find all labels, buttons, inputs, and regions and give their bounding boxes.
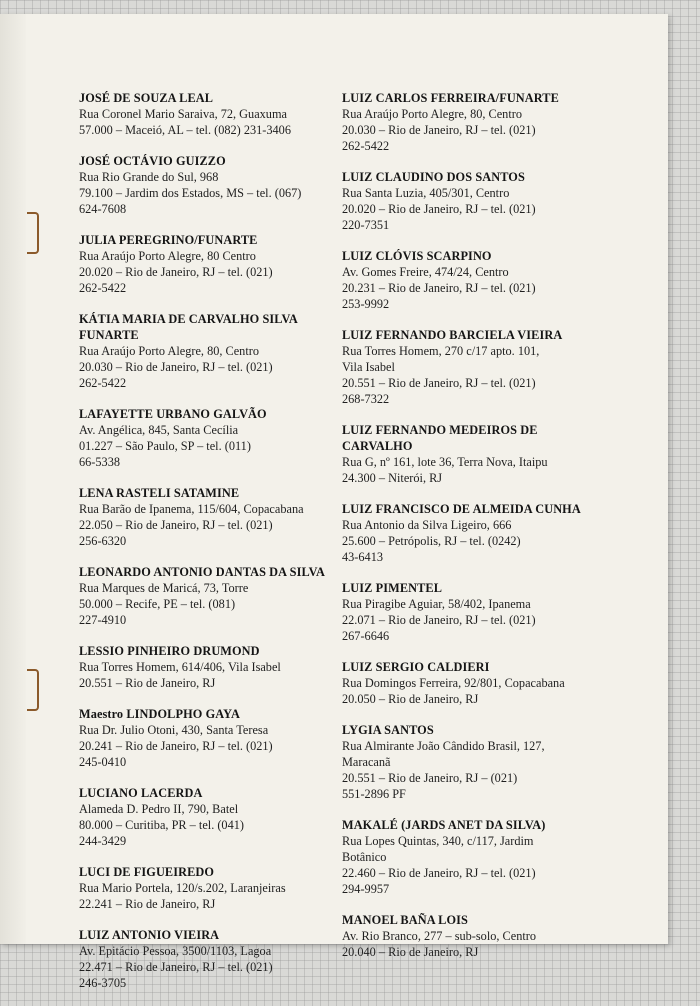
entry-address-line: 50.000 – Recife, PE – tel. (081) <box>79 597 236 611</box>
entry-address-line: 22.460 – Rio de Janeiro, RJ – tel. (021) <box>342 866 536 880</box>
entry-address-line: 20.551 – Rio de Janeiro, RJ – tel. (021) <box>342 376 536 390</box>
directory-entry <box>342 659 587 707</box>
entry-name: LUCIANO LACERDA <box>79 786 203 800</box>
entry-address-line: 57.000 – Maceió, AL – tel. (082) 231-3406 <box>79 123 291 137</box>
entry-address-line: 253-9992 <box>342 297 390 311</box>
entry-address-line: Rua Santa Luzia, 405/301, Centro <box>342 186 510 200</box>
directory-entry <box>79 406 329 470</box>
entry-address-line: Av. Angélica, 845, Santa Cecília <box>79 423 239 437</box>
directory-entry <box>79 485 329 549</box>
entry-address-line: Rua Piragibe Aguiar, 58/402, Ipanema <box>342 597 531 611</box>
entry-address-line: 624-7608 <box>79 202 127 216</box>
entry-address-line: Rua Mario Portela, 120/s.202, Laranjeiras <box>79 881 286 895</box>
entry-address-line: 20.551 – Rio de Janeiro, RJ <box>79 676 216 690</box>
directory-entry <box>79 864 329 912</box>
directory-entry <box>342 422 587 486</box>
entry-address-line: 268-7322 <box>342 392 390 406</box>
entry-address-line: 80.000 – Curitiba, PR – tel. (041) <box>79 818 244 832</box>
entry-address-line: Rua Dr. Julio Otoni, 430, Santa Teresa <box>79 723 269 737</box>
entry-address-line: 262-5422 <box>342 139 390 153</box>
entry-name: LUIZ CARLOS FERREIRA/FUNARTE <box>342 91 559 105</box>
entry-address-line: 20.551 – Rio de Janeiro, RJ – (021) <box>342 771 518 785</box>
entry-name: LUIZ FERNANDO BARCIELA VIEIRA <box>342 328 563 342</box>
entry-address-line: Maracanã <box>342 755 391 769</box>
entry-address-line: 20.030 – Rio de Janeiro, RJ – tel. (021) <box>79 360 273 374</box>
directory-entry <box>79 90 329 138</box>
entry-address-line: 79.100 – Jardim dos Estados, MS – tel. (067) <box>79 186 302 200</box>
entry-address-line: Rua Torres Homem, 614/406, Vila Isabel <box>79 660 281 674</box>
entry-address-line: 22.071 – Rio de Janeiro, RJ – tel. (021) <box>342 613 536 627</box>
entry-address-line: 20.020 – Rio de Janeiro, RJ – tel. (021) <box>79 265 273 279</box>
entry-name: LUIZ ANTONIO VIEIRA <box>79 928 220 942</box>
directory-entry <box>79 927 329 991</box>
entry-name: LAFAYETTE URBANO GALVÃO <box>79 407 267 421</box>
entry-address-line: Av. Rio Branco, 277 – sub-solo, Centro <box>342 929 536 943</box>
entry-address-line: Rua Torres Homem, 270 c/17 apto. 101, <box>342 344 540 358</box>
entry-name: LUCI DE FIGUEIREDO <box>79 865 215 879</box>
entry-address-line: 22.050 – Rio de Janeiro, RJ – tel. (021) <box>79 518 273 532</box>
directory-entry <box>79 706 329 770</box>
left-column <box>79 90 329 1006</box>
entry-name: LUIZ SERGIO CALDIERI <box>342 660 490 674</box>
entry-address-line: Rua Lopes Quintas, 340, c/117, Jardim <box>342 834 534 848</box>
directory-entry <box>342 248 587 312</box>
directory-entry <box>79 153 329 217</box>
entry-name: LENA RASTELI SATAMINE <box>79 486 240 500</box>
entry-address-line: 01.227 – São Paulo, SP – tel. (011) <box>79 439 251 453</box>
entry-name: LUIZ FERNANDO MEDEIROS DE CARVALHO <box>342 423 538 453</box>
directory-entry <box>79 785 329 849</box>
entry-name: LESSIO PINHEIRO DRUMOND <box>79 644 260 658</box>
entry-address-line: 20.050 – Rio de Janeiro, RJ <box>342 692 479 706</box>
entry-address-line: Rua Coronel Mario Saraiva, 72, Guaxuma <box>79 107 287 121</box>
entry-address-line: 256-6320 <box>79 534 127 548</box>
entry-address-line: Alameda D. Pedro II, 790, Batel <box>79 802 239 816</box>
directory-entry <box>342 90 587 154</box>
entry-name: LUIZ CLAUDINO DOS SANTOS <box>342 170 525 184</box>
entry-address-line: Rua Domingos Ferreira, 92/801, Copacabana <box>342 676 565 690</box>
directory-entry <box>79 232 329 296</box>
entry-address-line: Rua Rio Grande do Sul, 968 <box>79 170 219 184</box>
directory-entry <box>342 912 587 960</box>
entry-name: LYGIA SANTOS <box>342 723 434 737</box>
entry-address-line: Rua Araújo Porto Alegre, 80, Centro <box>79 344 259 358</box>
entry-address-line: 20.020 – Rio de Janeiro, RJ – tel. (021) <box>342 202 536 216</box>
entry-address-line: Av. Epitácio Pessoa, 3500/1103, Lagoa <box>79 944 272 958</box>
entry-address-line: 220-7351 <box>342 218 390 232</box>
entry-name: LUIZ PIMENTEL <box>342 581 443 595</box>
binding-staple-top <box>27 212 39 254</box>
directory-entry <box>342 501 587 565</box>
entry-address-line: 227-4910 <box>79 613 127 627</box>
entry-name: JOSÉ OCTÁVIO GUIZZO <box>79 154 226 168</box>
entry-address-line: Rua Marques de Maricá, 73, Torre <box>79 581 249 595</box>
entry-name: Maestro LINDOLPHO GAYA <box>79 707 240 721</box>
entry-address-line: 22.471 – Rio de Janeiro, RJ – tel. (021) <box>79 960 273 974</box>
entry-address-line: Rua G, nº 161, lote 36, Terra Nova, Itaipu <box>342 455 548 469</box>
entry-address-line: Rua Araújo Porto Alegre, 80 Centro <box>79 249 256 263</box>
entry-address-line: 20.231 – Rio de Janeiro, RJ – tel. (021) <box>342 281 536 295</box>
entry-address-line: 20.241 – Rio de Janeiro, RJ – tel. (021) <box>79 739 273 753</box>
right-column <box>342 90 587 975</box>
entry-address-line: 262-5422 <box>79 281 127 295</box>
directory-entry <box>79 311 329 391</box>
entry-address-line: 262-5422 <box>79 376 127 390</box>
entry-name: LUIZ CLÓVIS SCARPINO <box>342 249 492 263</box>
entry-name: MANOEL BAÑA LOIS <box>342 913 468 927</box>
binding-staple-bottom <box>27 669 39 711</box>
entry-address-line: 20.030 – Rio de Janeiro, RJ – tel. (021) <box>342 123 536 137</box>
entry-address-line: 245-0410 <box>79 755 127 769</box>
directory-entry <box>342 817 587 897</box>
entry-address-line: 22.241 – Rio de Janeiro, RJ <box>79 897 216 911</box>
entry-name: KÁTIA MARIA DE CARVALHO SILVA FUNARTE <box>79 312 298 342</box>
entry-address-line: 20.040 – Rio de Janeiro, RJ <box>342 945 479 959</box>
entry-address-line: 551-2896 PF <box>342 787 406 801</box>
entry-address-line: 294-9957 <box>342 882 390 896</box>
entry-address-line: 267-6646 <box>342 629 390 643</box>
entry-address-line: Rua Antonio da Silva Ligeiro, 666 <box>342 518 512 532</box>
entry-address-line: Botânico <box>342 850 387 864</box>
directory-entry <box>79 643 329 691</box>
entry-name: LEONARDO ANTONIO DANTAS DA SILVA <box>79 565 326 579</box>
entry-address-line: 66-5338 <box>79 455 120 469</box>
directory-entry <box>342 169 587 233</box>
directory-entry <box>79 564 329 628</box>
entry-address-line: Rua Araújo Porto Alegre, 80, Centro <box>342 107 522 121</box>
entry-address-line: Rua Almirante João Cândido Brasil, 127, <box>342 739 545 753</box>
entry-address-line: 25.600 – Petrópolis, RJ – tel. (0242) <box>342 534 521 548</box>
entry-address-line: 43-6413 <box>342 550 383 564</box>
page-gutter <box>0 14 26 944</box>
entry-address-line: Rua Barão de Ipanema, 115/604, Copacabana <box>79 502 304 516</box>
entry-name: JOSÉ DE SOUZA LEAL <box>79 91 214 105</box>
entry-name: MAKALÉ (JARDS ANET DA SILVA) <box>342 818 546 832</box>
entry-address-line: 246-3705 <box>79 976 127 990</box>
entry-address-line: 244-3429 <box>79 834 127 848</box>
entry-address-line: 24.300 – Niterói, RJ <box>342 471 443 485</box>
entry-address-line: Av. Gomes Freire, 474/24, Centro <box>342 265 509 279</box>
entry-address-line: Vila Isabel <box>342 360 395 374</box>
entry-name: JULIA PEREGRINO/FUNARTE <box>79 233 258 247</box>
directory-entry <box>342 722 587 802</box>
entry-name: LUIZ FRANCISCO DE ALMEIDA CUNHA <box>342 502 581 516</box>
directory-entry <box>342 327 587 407</box>
directory-entry <box>342 580 587 644</box>
